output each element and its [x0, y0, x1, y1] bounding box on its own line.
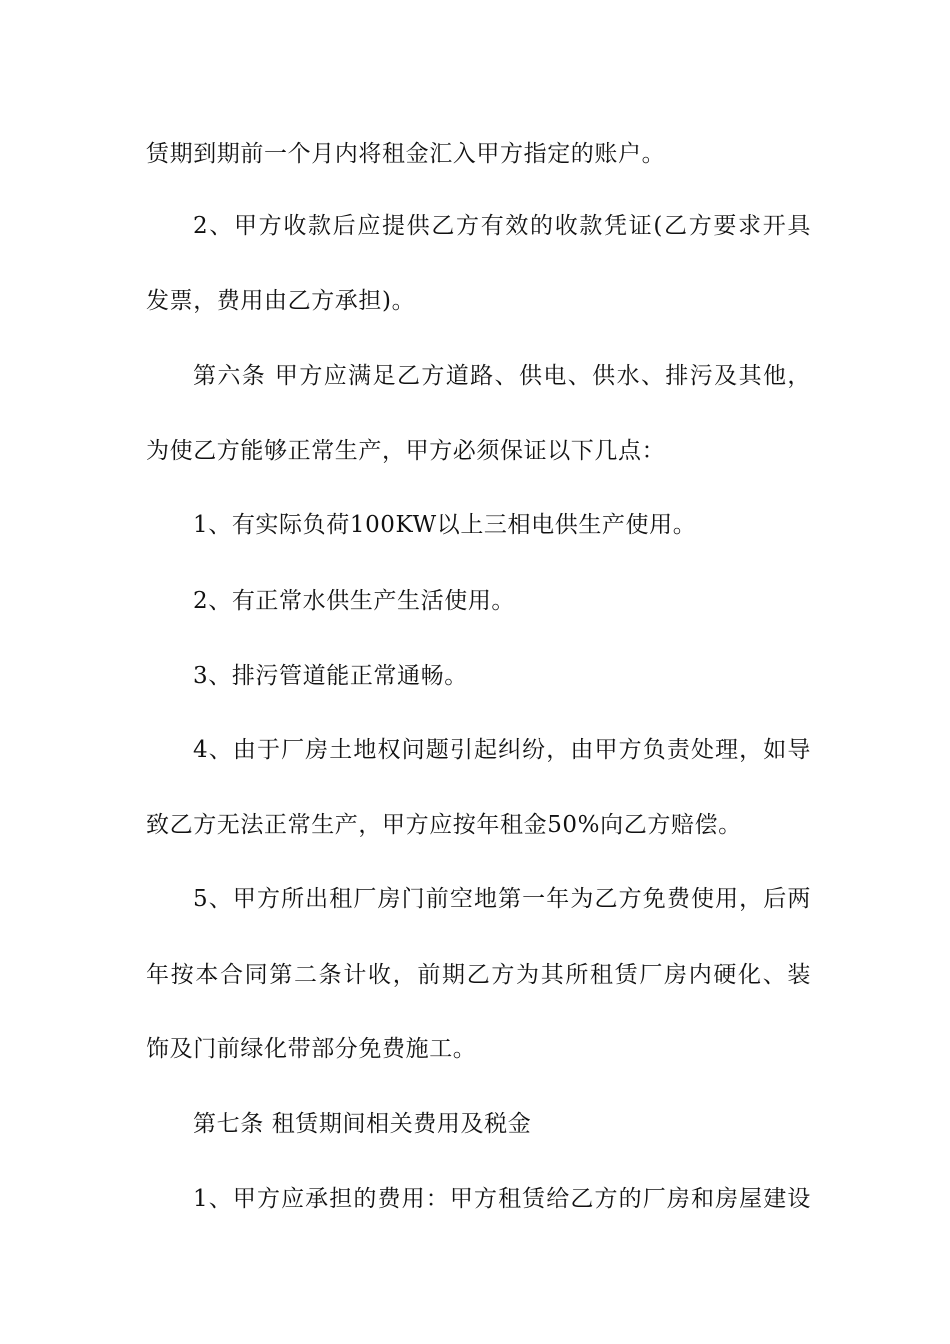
text-line: 发票，费用由乙方承担)。 [146, 288, 416, 314]
text-line: 3、排污管道能正常通畅。 [193, 663, 468, 689]
text-line: 为使乙方能够正常生产，甲方必须保证以下几点： [146, 438, 666, 464]
text-line: 2、有正常水供生产生活使用。 [193, 588, 516, 614]
text-line: 1、甲方应承担的费用：甲方租赁给乙方的厂房和房屋建设 [193, 1186, 811, 1212]
text-line: 4、由于厂房土地权问题引起纠纷，由甲方负责处理，如导 [193, 737, 811, 763]
text-line: 第七条 租赁期间相关费用及税金 [193, 1111, 532, 1137]
text-line: 饰及门前绿化带部分免费施工。 [146, 1036, 477, 1062]
text-line: 1、有实际负荷100KW以上三相电供生产使用。 [193, 512, 697, 538]
text-line: 致乙方无法正常生产，甲方应按年租金50%向乙方赔偿。 [146, 812, 742, 838]
text-line: 年按本合同第二条计收，前期乙方为其所租赁厂房内硬化、装 [146, 962, 811, 988]
text-line: 赁期到期前一个月内将租金汇入甲方指定的账户。 [146, 141, 666, 167]
text-line: 2、甲方收款后应提供乙方有效的收款凭证(乙方要求开具 [193, 213, 811, 239]
text-line: 第六条 甲方应满足乙方道路、供电、供水、排污及其他， [193, 363, 811, 389]
text-line: 5、甲方所出租厂房门前空地第一年为乙方免费使用，后两 [193, 886, 811, 912]
